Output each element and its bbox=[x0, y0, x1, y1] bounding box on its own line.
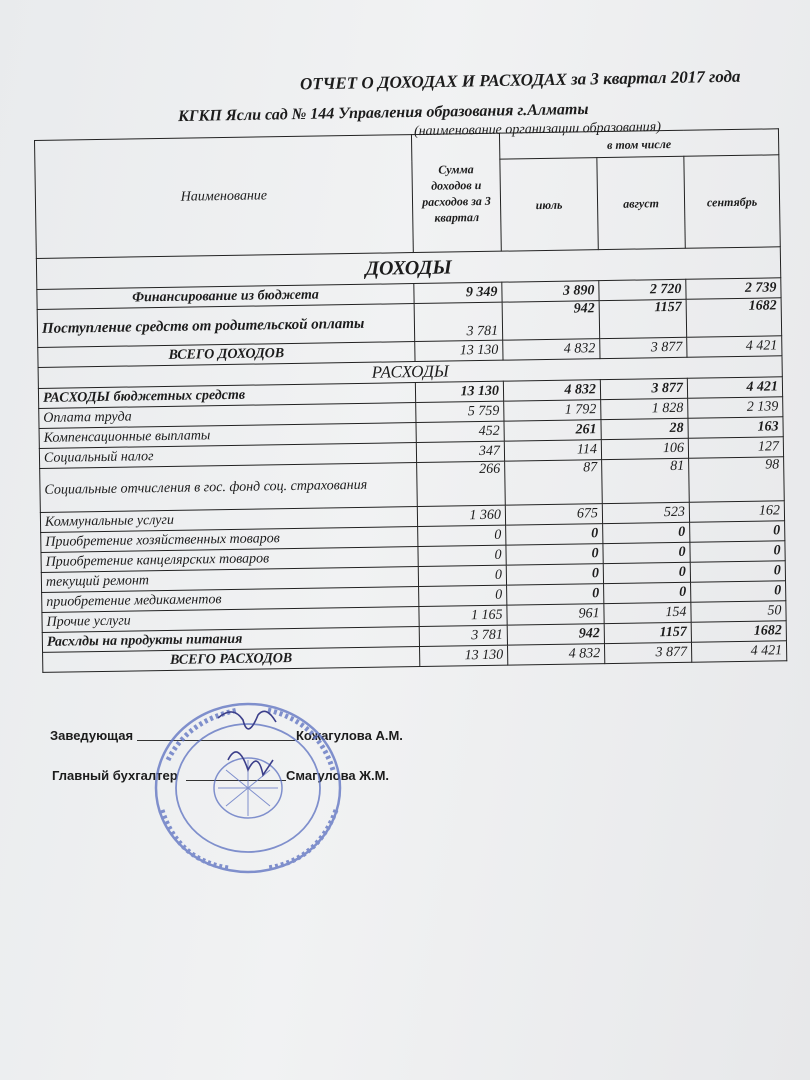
row-label: Поступление средств от родительской оплаты bbox=[37, 304, 415, 348]
row-month-value: 0 bbox=[690, 521, 785, 542]
row-month-value: 3 877 bbox=[600, 378, 687, 399]
row-label: РАСХОДЫ бюджетных средств bbox=[38, 383, 415, 409]
row-total: 1 165 bbox=[419, 605, 507, 626]
row-month-value: 0 bbox=[690, 561, 785, 582]
col-month-header: июль bbox=[500, 158, 598, 252]
row-label: Расхлды на продукты питания bbox=[42, 627, 419, 653]
expense-section-title: РАСХОДЫ bbox=[38, 356, 782, 389]
row-total: 0 bbox=[418, 545, 506, 566]
row-month-value: 0 bbox=[603, 542, 690, 563]
row-total: 452 bbox=[416, 421, 504, 442]
row-month-value: 1682 bbox=[691, 621, 786, 642]
row-label: Компенсационные выплаты bbox=[39, 423, 416, 449]
col-month-header: сентябрь bbox=[684, 155, 780, 248]
row-month-value: 154 bbox=[604, 602, 691, 623]
row-month-value: 0 bbox=[506, 544, 603, 566]
row-label: Финансирование из бюджета bbox=[37, 284, 414, 310]
row-label: Оплата труда bbox=[39, 403, 416, 429]
row-month-value: 87 bbox=[505, 460, 603, 506]
row-total: 5 759 bbox=[416, 401, 504, 422]
row-month-value: 163 bbox=[688, 417, 783, 438]
row-label: Прочие услуги bbox=[42, 607, 419, 633]
row-total: 1 360 bbox=[417, 505, 505, 526]
row-total: 3 781 bbox=[419, 625, 507, 646]
row-month-value: 3 877 bbox=[604, 642, 691, 663]
row-month-value: 1 828 bbox=[601, 398, 688, 419]
row-month-value: 523 bbox=[602, 502, 689, 523]
row-month-value: 961 bbox=[507, 604, 604, 626]
report-title: ОТЧЕТ О ДОХОДАХ И РАСХОДАХ за 3 квартал 2017 года bbox=[299, 66, 741, 94]
row-total: 0 bbox=[418, 525, 506, 546]
row-total: 0 bbox=[419, 585, 507, 606]
row-month-value: 0 bbox=[603, 522, 690, 543]
report-table-wrapper bbox=[34, 128, 786, 673]
row-month-value: 28 bbox=[601, 418, 688, 439]
row-month-value: 4 832 bbox=[503, 339, 600, 361]
row-month-value: 0 bbox=[690, 541, 785, 562]
row-label: Социальные отчисления в гос. фонд соц. страхования bbox=[40, 463, 418, 513]
accountant-title: Главный бухгалтер bbox=[52, 768, 178, 783]
row-month-value: 2 139 bbox=[688, 397, 783, 418]
row-month-value: 3 890 bbox=[502, 281, 599, 303]
col-month-header: август bbox=[597, 156, 685, 249]
expense-total-label: ВСЕГО РАСХОДОВ bbox=[43, 647, 420, 673]
row-total: 13 130 bbox=[415, 381, 503, 402]
row-month-value: 942 bbox=[502, 301, 600, 341]
row-month-value: 0 bbox=[506, 564, 603, 586]
col-name-header: Наименование bbox=[35, 135, 414, 259]
organization-note: (наименование организации образования) bbox=[413, 119, 662, 140]
row-total: 347 bbox=[416, 441, 504, 462]
organization-name: КГКП Ясли сад № 144 Управления образования г.Алматы bbox=[177, 100, 589, 126]
row-month-value: 4 832 bbox=[507, 644, 604, 666]
row-month-value: 0 bbox=[506, 524, 603, 546]
row-month-value: 0 bbox=[604, 582, 691, 603]
row-month-value: 942 bbox=[507, 624, 604, 646]
row-month-value: 0 bbox=[507, 584, 604, 606]
row-total: 266 bbox=[417, 461, 506, 506]
row-month-value: 162 bbox=[689, 501, 784, 522]
row-month-value: 0 bbox=[603, 562, 690, 583]
row-month-value: 4 421 bbox=[687, 377, 782, 398]
row-label: текущий ремонт bbox=[41, 567, 418, 593]
row-month-value: 3 877 bbox=[600, 337, 687, 358]
row-label: Приобретение хозяйственных товаров bbox=[41, 527, 418, 553]
head-name: Кожагулова А.М. bbox=[296, 728, 403, 743]
row-total: 13 130 bbox=[415, 340, 503, 361]
row-total: 13 130 bbox=[420, 645, 508, 666]
row-label: приобретение медикаментов bbox=[42, 587, 419, 613]
row-month-value: 261 bbox=[504, 420, 601, 442]
report-table bbox=[34, 128, 787, 673]
row-month-value: 0 bbox=[691, 581, 786, 602]
accountant-name: Смагулова Ж.М. bbox=[286, 768, 390, 783]
col-sum-header: Сумма доходов и расходов за 3 квартал bbox=[411, 133, 501, 252]
row-total: 9 349 bbox=[414, 282, 502, 303]
row-month-value: 4 421 bbox=[687, 336, 782, 357]
row-label: Социальный налог bbox=[39, 443, 416, 469]
row-month-value: 4 421 bbox=[691, 641, 786, 662]
row-total: 0 bbox=[418, 565, 506, 586]
col-including-header: в том числе bbox=[499, 129, 778, 159]
head-title: Заведующая bbox=[50, 728, 134, 743]
row-month-value: 2 739 bbox=[686, 278, 781, 299]
row-month-value: 675 bbox=[505, 504, 602, 526]
row-month-value: 98 bbox=[689, 457, 785, 502]
row-month-value: 1157 bbox=[599, 299, 687, 338]
row-month-value: 50 bbox=[691, 601, 786, 622]
income-total-label: ВСЕГО ДОХОДОВ bbox=[38, 342, 415, 368]
row-month-value: 1157 bbox=[604, 622, 691, 643]
row-month-value: 2 720 bbox=[599, 279, 686, 300]
row-month-value: 81 bbox=[602, 458, 690, 503]
row-month-value: 4 832 bbox=[503, 380, 600, 402]
row-month-value: 127 bbox=[688, 437, 783, 458]
row-label: Приобретение канцелярских товаров bbox=[41, 547, 418, 573]
row-month-value: 1682 bbox=[686, 298, 782, 337]
income-section-title: ДОХОДЫ bbox=[36, 247, 780, 290]
row-total: 3 781 bbox=[414, 302, 503, 341]
row-month-value: 106 bbox=[601, 438, 688, 459]
row-month-value: 1 792 bbox=[504, 400, 601, 422]
row-label: Коммунальные услуги bbox=[40, 507, 417, 533]
official-stamp bbox=[148, 700, 358, 880]
row-month-value: 114 bbox=[504, 440, 601, 462]
